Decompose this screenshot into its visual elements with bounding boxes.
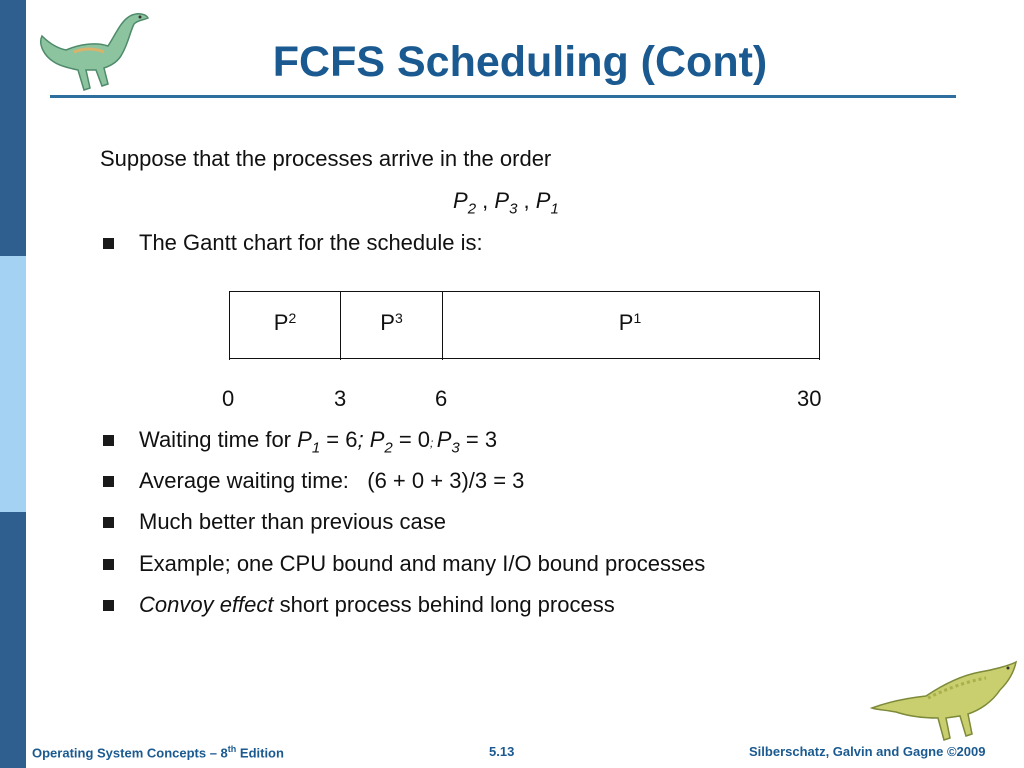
dinosaur-footer-icon [868, 658, 1018, 742]
order-p1: $P_1$ [535, 188, 559, 218]
gantt-tick-0: 0 [222, 386, 235, 411]
arrival-order: $P_2$ , $P_3$ , $P_1$ [453, 188, 559, 218]
gantt-tick-3: 3 [334, 386, 347, 411]
bullet-example [103, 551, 705, 577]
left-sidebar [0, 0, 26, 768]
order-p3: $P_3$ [494, 188, 518, 218]
footer-left: Operating System Concepts – 8th Edition [32, 744, 284, 761]
bullet-convoy [103, 592, 615, 618]
bullet-square-icon [103, 600, 114, 611]
footer-right: Silberschatz, Galvin and Gagne ©2009 [749, 744, 986, 759]
bullet-waiting-time [103, 427, 497, 456]
bullet-text: Convoy effect short process behind long process [139, 592, 615, 617]
gantt-chart [229, 291, 820, 360]
gantt-cell-p3: P $^3$ [380, 310, 403, 335]
slide-title: FCFS Scheduling (Cont) [272, 38, 768, 86]
bullet-square-icon [103, 517, 114, 528]
sidebar-band [0, 256, 26, 512]
bullet-average [103, 468, 524, 494]
bullet-better [103, 509, 446, 535]
title-underline [50, 95, 956, 98]
bullet-text: Average waiting time: (6 + 0 + 3)/3 = 3 [139, 468, 525, 493]
order-p2: $P_2$ [453, 188, 477, 218]
gantt-baseline [229, 358, 819, 359]
dinosaur-logo-icon [34, 4, 158, 96]
gantt-tick-6: 6 [435, 386, 448, 411]
intro-text: Suppose that the processes arrive in the order [100, 146, 552, 171]
bullet-square-icon [103, 435, 114, 446]
footer-page-number: 5.13 [489, 744, 515, 759]
bullet-text: Waiting time for $P_1 = 6$; $P_2 = 0$; $P_3 = 3$ [139, 427, 498, 457]
gantt-tick-30: 30 [797, 386, 822, 411]
bullet-text: Much better than previous case [139, 509, 446, 534]
gantt-cell-p2: P $^2$ [273, 310, 297, 335]
bullet-square-icon [103, 559, 114, 570]
bullet-text: The Gantt chart for the schedule is: [139, 230, 483, 255]
bullet-gantt-intro [103, 230, 483, 256]
bullet-text: Example; one CPU bound and many I/O bound processes [139, 551, 706, 576]
bullet-square-icon [103, 238, 114, 249]
bullet-square-icon [103, 476, 114, 487]
gantt-cell-p1: P $^1$ [618, 310, 642, 335]
